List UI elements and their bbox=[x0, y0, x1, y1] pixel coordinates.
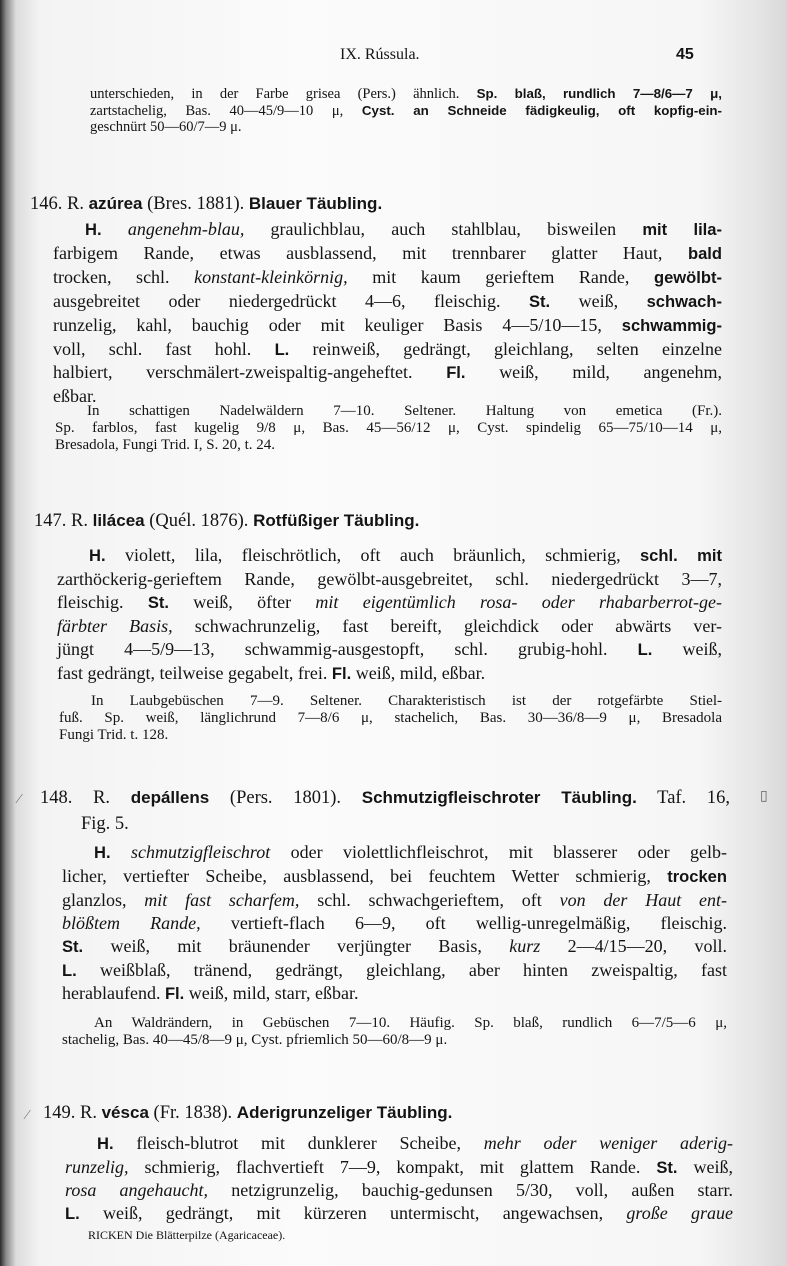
text-line bbox=[62, 841, 727, 865]
italic-text: mit eigentümlich rosa- oder rhabarberrot-ge- bbox=[315, 591, 723, 612]
text-line bbox=[55, 420, 722, 437]
italic-text: von der Haut ent- bbox=[559, 889, 727, 910]
species-heading-146 bbox=[30, 191, 382, 217]
bold-text: depállens bbox=[130, 788, 210, 807]
bold-text: L. bbox=[637, 639, 653, 659]
text-run: In Laubgebüschen 7—9. Seltener. Charakteristisch ist der rotgefärbte Stiel- bbox=[91, 693, 722, 709]
text-line bbox=[53, 290, 722, 314]
species-notes-146 bbox=[55, 403, 722, 454]
bold-text: H. bbox=[89, 546, 106, 565]
text-run: schwachrunzelig, fast bereift, gleichdick oder abwärts ver- bbox=[172, 615, 722, 636]
text-line bbox=[59, 693, 722, 710]
text-line bbox=[59, 727, 722, 744]
bold-text: Sp. blaß, rundlich 7—8/6—7 μ, bbox=[476, 86, 722, 101]
text-line bbox=[62, 1015, 727, 1032]
text-line bbox=[55, 437, 722, 454]
text-run: weiß, gedrängt, mit kürzeren untermischt, angewachsen, bbox=[79, 1203, 627, 1224]
bold-text: H. bbox=[97, 1134, 114, 1153]
text-run: ausgebreitet oder niedergedrückt 4—6, fleischig. bbox=[53, 290, 529, 311]
text-line bbox=[53, 361, 722, 385]
bold-text: Blauer Täubling. bbox=[248, 194, 383, 213]
running-title: IX. Rússula. bbox=[340, 46, 420, 63]
bold-text: bald bbox=[687, 243, 722, 263]
italic-text: kurz bbox=[509, 935, 541, 956]
bold-text: mit lila- bbox=[642, 220, 722, 239]
text-run: In schattigen Nadelwäldern 7—10. Seltener. Haltung von emetica (Fr.). bbox=[87, 403, 722, 419]
text-line bbox=[90, 103, 722, 120]
bold-text: azúrea bbox=[88, 194, 143, 213]
text-run: geschnürt 50—60/7—9 μ. bbox=[90, 119, 242, 135]
species-heading-149 bbox=[43, 1100, 452, 1126]
text-run: 147. R. bbox=[34, 511, 93, 531]
text-run: Taf. 16, bbox=[636, 788, 730, 808]
text-line bbox=[43, 1100, 452, 1126]
text-run: weiß, bbox=[677, 1156, 733, 1177]
italic-text: konstant-kleinkörnig, bbox=[194, 266, 348, 287]
italic-text: große graue bbox=[626, 1203, 733, 1224]
text-run: unterschieden, in der Farbe grisea (Pers.) ähnlich. bbox=[90, 86, 477, 102]
bold-text: trocken bbox=[667, 866, 727, 886]
italic-text: blößtem Rande, bbox=[62, 912, 201, 933]
text-run: 149. R. bbox=[43, 1103, 102, 1123]
text-run: Bresadola, Fungi Trid. I, S. 20, t. 24. bbox=[55, 437, 276, 453]
text-line bbox=[57, 591, 722, 615]
text-run: weiß, mit bräunender verjüngter Basis, bbox=[83, 935, 510, 956]
text-line bbox=[53, 266, 722, 290]
italic-text: runzelig, bbox=[65, 1156, 129, 1177]
bold-text: schl. mit bbox=[639, 546, 722, 565]
bold-text: schwammig- bbox=[621, 315, 722, 335]
text-run: eßbar. bbox=[53, 386, 97, 407]
text-line bbox=[65, 1132, 733, 1156]
margin-tick-mark: ⁄ bbox=[26, 1108, 29, 1123]
text-run: glanzlos, bbox=[62, 889, 145, 910]
bold-text: L. bbox=[62, 960, 77, 980]
text-run: An Waldrändern, in Gebüschen 7—10. Häufig. Sp. blaß, rundlich 6—7/5—6 μ, bbox=[94, 1015, 727, 1031]
text-line bbox=[57, 615, 722, 638]
bold-text: Aderigrunzeliger Täubling. bbox=[236, 1103, 453, 1122]
text-run: oder violettlichfleischrot, mit blasserer oder gelb- bbox=[270, 842, 727, 862]
bold-text: St. bbox=[528, 291, 551, 311]
bold-text: vésca bbox=[101, 1103, 149, 1122]
text-line bbox=[57, 662, 722, 686]
text-line bbox=[40, 811, 730, 837]
text-run: zarthöckerig-gerieftem Rande, gewölbt-ausgebreitet, schl. niedergedrückt 3—7, bbox=[57, 568, 722, 589]
text-run: 146. R. bbox=[30, 194, 89, 214]
text-line bbox=[62, 865, 727, 889]
species-heading-147 bbox=[34, 508, 419, 534]
text-run: schl. schwachgerieftem, oft bbox=[299, 889, 560, 910]
bold-text: L. bbox=[274, 339, 290, 359]
italic-text: mehr oder weniger aderig- bbox=[483, 1133, 733, 1153]
text-line bbox=[90, 119, 722, 136]
text-line bbox=[62, 982, 727, 1006]
text-run: fuß. Sp. weiß, länglichrund 7—8/6 μ, stachelich, Bas. 30—36/8—9 μ, Bresadola bbox=[59, 710, 722, 726]
text-run: (Bres. 1881). bbox=[142, 194, 249, 214]
text-line bbox=[59, 710, 722, 727]
text-run: 2—4/15—20, voll. bbox=[540, 935, 727, 956]
italic-text: mit fast scharfem, bbox=[144, 889, 300, 910]
species-description-146 bbox=[53, 218, 722, 408]
text-line bbox=[62, 912, 727, 935]
text-run: (Pers. 1801). bbox=[209, 788, 362, 808]
text-line bbox=[62, 959, 727, 983]
species-description-149 bbox=[65, 1132, 733, 1226]
text-run: herablaufend. bbox=[62, 983, 165, 1004]
bold-text: St. bbox=[656, 1157, 678, 1177]
bold-text: St. bbox=[62, 936, 84, 956]
text-line bbox=[53, 314, 722, 338]
text-line bbox=[57, 544, 722, 568]
text-run: farbigem Rande, etwas ausblassend, mit trennbarer glatter Haut, bbox=[53, 242, 688, 263]
bold-text: H. bbox=[94, 843, 111, 862]
text-run: voll, schl. fast hohl. bbox=[53, 338, 275, 359]
species-heading-148 bbox=[40, 785, 730, 837]
text-run: jüngt 4—5/9—13, schwammig-ausgestopft, schl. grubig-hohl. bbox=[57, 638, 638, 659]
text-run: runzelig, kahl, bauchig oder mit keuliger Basis 4—5/10—15, bbox=[53, 314, 622, 335]
species-description-148 bbox=[62, 841, 727, 1006]
text-line bbox=[34, 508, 419, 534]
species-description-147 bbox=[57, 544, 722, 685]
text-run: graulichblau, auch stahlblau, bisweilen bbox=[244, 219, 643, 239]
text-run: (Fr. 1838). bbox=[148, 1103, 237, 1123]
text-line bbox=[65, 1156, 733, 1180]
text-line bbox=[57, 568, 722, 591]
text-run: fast gedrängt, teilweise gegabelt, frei. bbox=[57, 662, 332, 683]
bold-text: Rotfüßiger Täubling. bbox=[253, 511, 420, 530]
text-run: weiß, mild, starr, eßbar. bbox=[184, 983, 359, 1004]
margin-tick-mark: ⁄ bbox=[18, 792, 21, 807]
text-run: violett, lila, fleischrötlich, oft auch bräunlich, schmierig, bbox=[105, 545, 640, 565]
text-run: weiß, mild, angenehm, bbox=[465, 362, 722, 383]
text-line bbox=[30, 191, 382, 217]
text-run: vertieft-flach 6—9, oft wellig-unregelmäßig, fleischig. bbox=[200, 912, 727, 933]
text-run: fleischig. bbox=[57, 591, 148, 612]
italic-text: angenehm-blau, bbox=[127, 219, 245, 239]
bold-text: lilácea bbox=[92, 511, 145, 530]
text-line bbox=[53, 218, 722, 242]
continued-paragraph bbox=[90, 86, 722, 136]
text-run: 148. R. bbox=[40, 788, 131, 808]
text-run: fleisch-blutrot mit dunklerer Scheibe, bbox=[113, 1133, 484, 1153]
text-line bbox=[55, 403, 722, 420]
text-line bbox=[57, 638, 722, 662]
bold-text: schwach- bbox=[646, 291, 723, 311]
bold-text: Cyst. an Schneide fädigkeulig, oft kopfig-ein- bbox=[361, 102, 722, 118]
text-line bbox=[65, 1202, 733, 1226]
text-run: trocken, schl. bbox=[53, 266, 195, 287]
text-line bbox=[90, 86, 722, 103]
signature-footer: RICKEN Die Blätterpilze (Agaricaceae). bbox=[88, 1228, 286, 1242]
text-run: licher, vertiefter Scheibe, ausblassend, bei feuchtem Wetter schmierig, bbox=[62, 865, 668, 886]
species-notes-147 bbox=[59, 693, 722, 744]
bold-text: Schmutzigfleischroter Täubling. bbox=[361, 788, 637, 807]
text-line bbox=[53, 242, 722, 266]
bold-text: Fl. bbox=[331, 663, 352, 683]
text-run: weißblaß, tränend, gedrängt, gleichlang, aber hinten zweispaltig, fast bbox=[76, 959, 727, 980]
text-run: zartstachelig, Bas. 40—45/9—10 μ, bbox=[90, 102, 362, 119]
text-run: weiß, bbox=[652, 638, 723, 659]
text-run: mit kaum gerieftem Rande, bbox=[347, 266, 654, 287]
italic-text: rosa angehaucht, bbox=[65, 1180, 209, 1201]
text-line bbox=[62, 935, 727, 959]
bold-text: Fl. bbox=[164, 984, 185, 1004]
text-run: Fig. 5. bbox=[81, 814, 129, 834]
text-run: halbiert, verschmälert-zweispaltig-angeheftet. bbox=[53, 362, 447, 383]
bold-text: L. bbox=[65, 1204, 80, 1224]
text-line bbox=[62, 889, 727, 912]
text-run: weiß, öfter bbox=[168, 591, 316, 612]
margin-box-mark: ▯ bbox=[760, 789, 768, 804]
page-number: 45 bbox=[676, 46, 694, 63]
bold-text: H. bbox=[85, 220, 128, 239]
text-run: stachelig, Bas. 40—45/8—9 μ, Cyst. pfriemlich 50—60/8—9 μ. bbox=[62, 1032, 448, 1048]
species-notes-148 bbox=[62, 1015, 727, 1049]
italic-text: schmutzigfleischrot bbox=[110, 842, 271, 862]
text-run: weiß, mild, eßbar. bbox=[351, 662, 486, 683]
text-run: Sp. farblos, fast kugelig 9/8 μ, Bas. 45—56/12 μ, Cyst. spindelig 65—75/10—14 μ, bbox=[55, 420, 722, 436]
text-run: Fungi Trid. t. 128. bbox=[59, 727, 169, 743]
bold-text: St. bbox=[147, 592, 169, 612]
bold-text: gewölbt- bbox=[654, 267, 723, 287]
italic-text: färbter Basis, bbox=[57, 615, 173, 636]
text-line bbox=[65, 1179, 733, 1202]
text-run: (Quél. 1876). bbox=[144, 511, 254, 531]
bold-text: Fl. bbox=[446, 363, 466, 383]
text-run: netzigrunzelig, bauchig-gedunsen 5/30, voll, außen starr. bbox=[208, 1180, 733, 1201]
text-run: schmierig, flachvertieft 7—9, kompakt, mit glattem Rande. bbox=[128, 1156, 657, 1177]
text-run: weiß, bbox=[550, 290, 647, 311]
text-line bbox=[53, 338, 722, 362]
text-line bbox=[40, 785, 730, 811]
text-line bbox=[62, 1032, 727, 1049]
text-run: reinweiß, gedrängt, gleichlang, selten einzelne bbox=[289, 338, 722, 359]
